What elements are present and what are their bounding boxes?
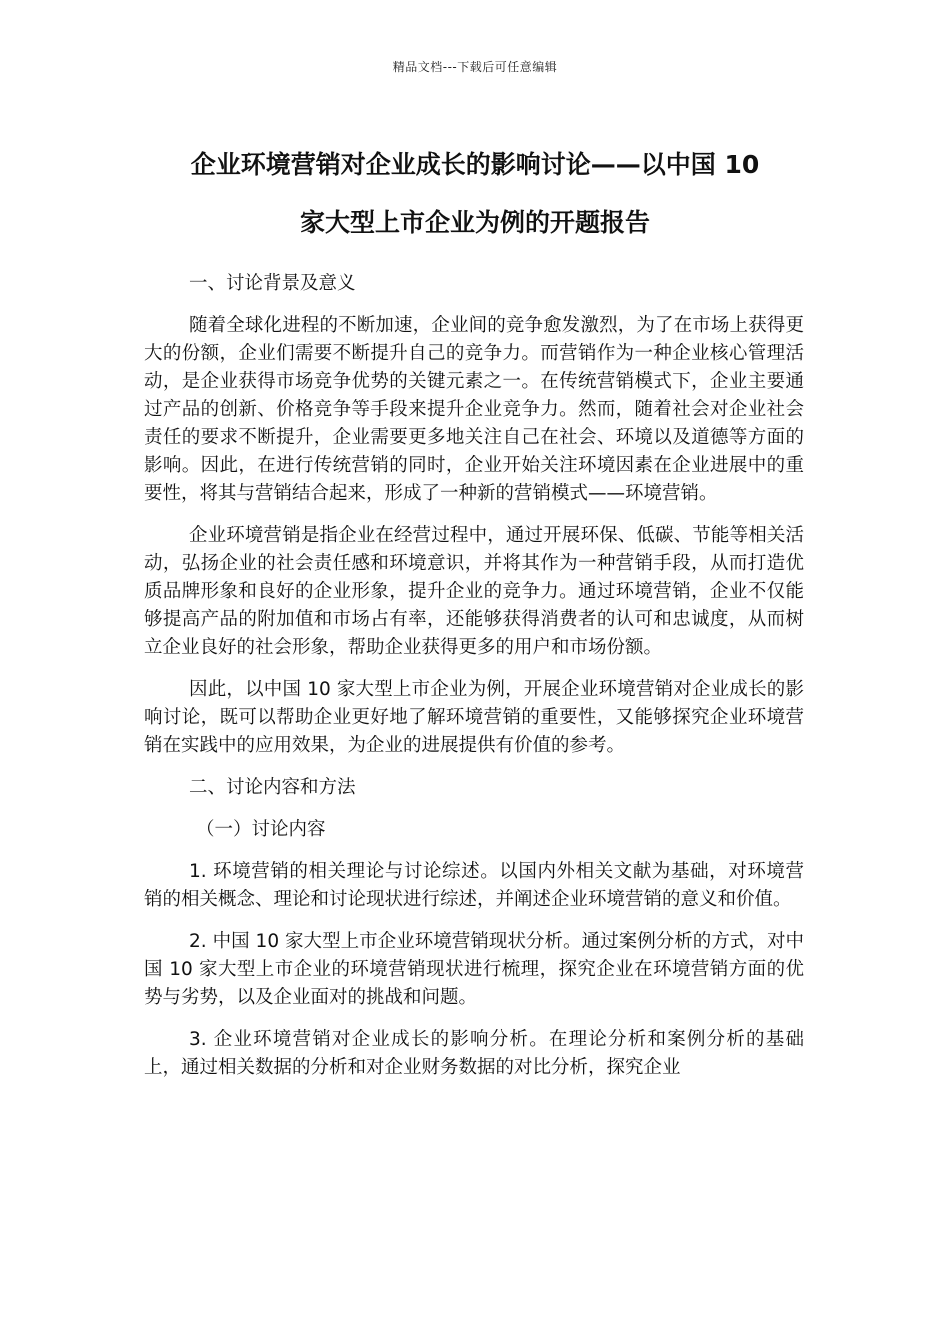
list-item-1: 1. 环境营销的相关理论与讨论综述。以国内外相关文献为基础，对环境营销的相关概念、理论和讨论现状进行综述，并阐述企业环境营销的意义和价值。 [144, 861, 804, 910]
list-item-2: 2. 中国 10 家大型上市企业环境营销现状分析。通过案例分析的方式，对中国 10 家大型上市企业的环境营销现状进行梳理，探究企业在环境营销方面的优势与劣势，以及企业面对的挑战和问题。 [144, 931, 804, 1008]
section-heading-background: 一、讨论背景及意义 [189, 273, 356, 294]
paragraph-background-2: 企业环境营销是指企业在经营过程中，通过开展环保、低碳、节能等相关活动，弘扬企业的社会责任感和环境意识，并将其作为一种营销手段，从而打造优质品牌形象和良好的企业形象，提升企业的竞争力。通过环境营销，企业不仅能够提高产品的附加值和市场占有率，还能够获得消费者的认可和忠诚度，从而树立企业良好的社会形象，帮助企业获得更多的用户和市场份额。 [144, 525, 804, 658]
section-heading-content-method: 二、讨论内容和方法 [189, 777, 356, 798]
paragraph-background-1: 随着全球化进程的不断加速，企业间的竞争愈发激烈，为了在市场上获得更大的份额，企业们需要不断提升自己的竞争力。而营销作为一种企业核心管理活动，是企业获得市场竞争优势的关键元素之一。在传统营销模式下，企业主要通过产品的创新、价格竞争等手段来提升企业竞争力。然而，随着社会对企业社会责任的要求不断提升，企业需要更多地关注自己在社会、环境以及道德等方面的影响。因此，在进行传统营销的同时，企业开始关注环境因素在企业进展中的重要性，将其与营销结合起来，形成了一种新的营销模式——环境营销。 [144, 315, 804, 504]
title-line-2: 家大型上市企业为例的开题报告 [299, 208, 650, 237]
subsection-heading-content: （一）讨论内容 [196, 819, 326, 840]
title-line-1: 企业环境营销对企业成长的影响讨论——以中国 10 [190, 150, 760, 179]
header-note: 精品文档---下载后可任意编辑 [392, 60, 558, 74]
document-title [130, 136, 820, 252]
list-item-3: 3. 企业环境营销对企业成长的影响分析。在理论分析和案例分析的基础上，通过相关数据的分析和对企业财务数据的对比分析，探究企业 [144, 1029, 804, 1078]
document-body [144, 270, 804, 1096]
paragraph-background-3: 因此，以中国 10 家大型上市企业为例，开展企业环境营销对企业成长的影响讨论，既可以帮助企业更好地了解环境营销的重要性，又能够探究企业环境营销在实践中的应用效果，为企业的进展提供有价值的参考。 [144, 679, 804, 756]
